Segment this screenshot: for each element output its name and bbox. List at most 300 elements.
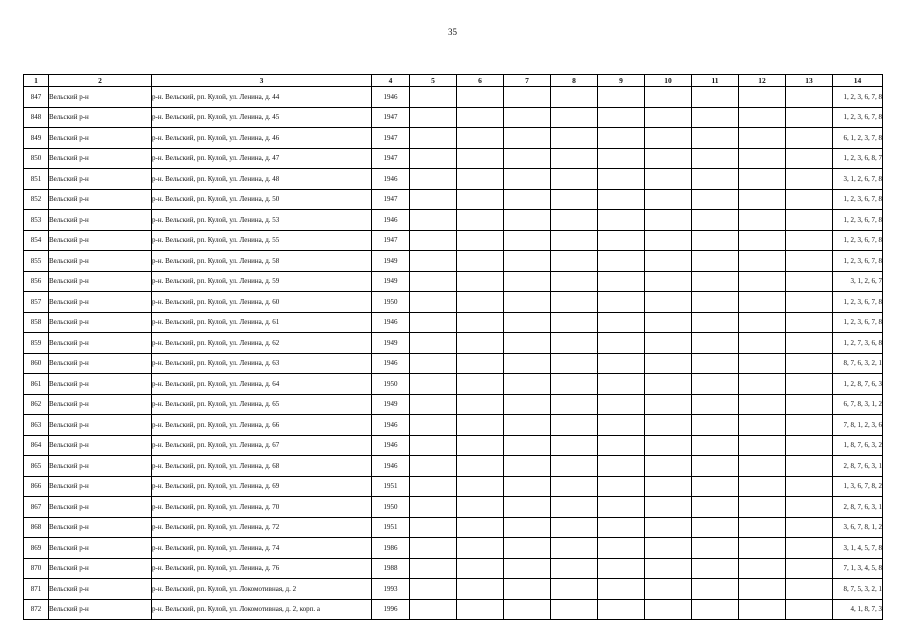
codes-cell: 1, 2, 3, 6, 7, 8 <box>833 230 883 251</box>
empty-cell <box>598 292 645 313</box>
codes-cell: 3, 6, 7, 8, 1, 2 <box>833 517 883 538</box>
empty-cell <box>457 415 504 436</box>
empty-cell <box>692 415 739 436</box>
year-cell: 1946 <box>372 415 410 436</box>
row-number-cell: 851 <box>24 169 49 190</box>
year-cell: 1947 <box>372 230 410 251</box>
empty-cell <box>410 230 457 251</box>
empty-cell <box>410 415 457 436</box>
empty-cell <box>598 312 645 333</box>
empty-cell <box>786 128 833 149</box>
empty-cell <box>645 210 692 231</box>
empty-cell <box>692 538 739 559</box>
empty-cell <box>551 394 598 415</box>
empty-cell <box>410 312 457 333</box>
district-cell: Вельский р-н <box>49 312 152 333</box>
empty-cell <box>739 353 786 374</box>
empty-cell <box>786 579 833 600</box>
row-number-cell: 857 <box>24 292 49 313</box>
row-number-cell: 866 <box>24 476 49 497</box>
table-row <box>24 353 883 374</box>
address-cell: р-н. Вельский, рп. Кулой, ул. Ленина, д. 59 <box>152 271 372 292</box>
empty-cell <box>457 251 504 272</box>
empty-cell <box>786 189 833 210</box>
year-cell: 1949 <box>372 271 410 292</box>
empty-cell <box>645 251 692 272</box>
empty-cell <box>598 456 645 477</box>
empty-cell <box>504 148 551 169</box>
district-cell: Вельский р-н <box>49 169 152 190</box>
row-number-cell: 864 <box>24 435 49 456</box>
empty-cell <box>692 312 739 333</box>
empty-cell <box>457 517 504 538</box>
empty-cell <box>551 333 598 354</box>
empty-cell <box>551 169 598 190</box>
empty-cell <box>598 497 645 518</box>
empty-cell <box>410 251 457 272</box>
empty-cell <box>645 374 692 395</box>
empty-cell <box>692 435 739 456</box>
year-cell: 1950 <box>372 374 410 395</box>
empty-cell <box>410 353 457 374</box>
year-cell: 1950 <box>372 292 410 313</box>
column-header: 6 <box>457 75 504 87</box>
empty-cell <box>410 292 457 313</box>
empty-cell <box>598 148 645 169</box>
codes-cell: 8, 7, 6, 3, 2, 1 <box>833 353 883 374</box>
year-cell: 1946 <box>372 87 410 108</box>
empty-cell <box>551 456 598 477</box>
table-row <box>24 538 883 559</box>
empty-cell <box>410 435 457 456</box>
empty-cell <box>551 189 598 210</box>
empty-cell <box>739 271 786 292</box>
empty-cell <box>692 107 739 128</box>
address-cell: р-н. Вельский, рп. Кулой, ул. Локомотивная, д. 2 <box>152 579 372 600</box>
empty-cell <box>739 558 786 579</box>
empty-cell <box>551 107 598 128</box>
empty-cell <box>457 333 504 354</box>
district-cell: Вельский р-н <box>49 87 152 108</box>
empty-cell <box>504 353 551 374</box>
empty-cell <box>410 374 457 395</box>
empty-cell <box>598 251 645 272</box>
address-cell: р-н. Вельский, рп. Кулой, ул. Ленина, д. 67 <box>152 435 372 456</box>
empty-cell <box>786 292 833 313</box>
empty-cell <box>504 333 551 354</box>
table-row <box>24 107 883 128</box>
year-cell: 1950 <box>372 497 410 518</box>
column-header: 4 <box>372 75 410 87</box>
empty-cell <box>551 210 598 231</box>
row-number-cell: 850 <box>24 148 49 169</box>
empty-cell <box>692 333 739 354</box>
empty-cell <box>551 599 598 620</box>
column-header: 1 <box>24 75 49 87</box>
empty-cell <box>739 87 786 108</box>
empty-cell <box>598 128 645 149</box>
row-number-cell: 858 <box>24 312 49 333</box>
empty-cell <box>786 394 833 415</box>
empty-cell <box>786 476 833 497</box>
empty-cell <box>504 230 551 251</box>
empty-cell <box>692 271 739 292</box>
year-cell: 1949 <box>372 394 410 415</box>
empty-cell <box>692 189 739 210</box>
table-row <box>24 292 883 313</box>
codes-cell: 1, 2, 3, 6, 7, 8 <box>833 107 883 128</box>
empty-cell <box>504 210 551 231</box>
empty-cell <box>457 538 504 559</box>
empty-cell <box>739 415 786 436</box>
empty-cell <box>457 210 504 231</box>
empty-cell <box>645 128 692 149</box>
codes-cell: 3, 1, 4, 5, 7, 8 <box>833 538 883 559</box>
empty-cell <box>504 374 551 395</box>
empty-cell <box>551 148 598 169</box>
district-cell: Вельский р-н <box>49 148 152 169</box>
district-cell: Вельский р-н <box>49 435 152 456</box>
housing-register-table <box>23 74 883 620</box>
empty-cell <box>457 599 504 620</box>
column-header: 11 <box>692 75 739 87</box>
empty-cell <box>739 230 786 251</box>
empty-cell <box>739 189 786 210</box>
table-row <box>24 87 883 108</box>
empty-cell <box>410 271 457 292</box>
empty-cell <box>457 456 504 477</box>
address-cell: р-н. Вельский, рп. Кулой, ул. Ленина, д. 62 <box>152 333 372 354</box>
address-cell: р-н. Вельский, рп. Кулой, ул. Ленина, д. 55 <box>152 230 372 251</box>
empty-cell <box>504 476 551 497</box>
row-number-cell: 849 <box>24 128 49 149</box>
row-number-cell: 867 <box>24 497 49 518</box>
empty-cell <box>739 435 786 456</box>
table-row <box>24 415 883 436</box>
table-row <box>24 189 883 210</box>
empty-cell <box>739 251 786 272</box>
empty-cell <box>457 271 504 292</box>
row-number-cell: 865 <box>24 456 49 477</box>
year-cell: 1946 <box>372 169 410 190</box>
empty-cell <box>692 394 739 415</box>
empty-cell <box>598 271 645 292</box>
empty-cell <box>598 230 645 251</box>
empty-cell <box>692 517 739 538</box>
table-row <box>24 558 883 579</box>
column-header: 5 <box>410 75 457 87</box>
empty-cell <box>504 497 551 518</box>
column-header: 9 <box>598 75 645 87</box>
empty-cell <box>692 599 739 620</box>
empty-cell <box>739 210 786 231</box>
empty-cell <box>739 107 786 128</box>
empty-cell <box>457 558 504 579</box>
codes-cell: 1, 2, 3, 6, 7, 8 <box>833 189 883 210</box>
table-row <box>24 394 883 415</box>
empty-cell <box>645 148 692 169</box>
empty-cell <box>551 230 598 251</box>
empty-cell <box>786 456 833 477</box>
address-cell: р-н. Вельский, рп. Кулой, ул. Ленина, д. 69 <box>152 476 372 497</box>
row-number-cell: 848 <box>24 107 49 128</box>
empty-cell <box>692 456 739 477</box>
table-row <box>24 148 883 169</box>
empty-cell <box>739 538 786 559</box>
empty-cell <box>692 230 739 251</box>
address-cell: р-н. Вельский, рп. Кулой, ул. Ленина, д. 66 <box>152 415 372 436</box>
district-cell: Вельский р-н <box>49 599 152 620</box>
district-cell: Вельский р-н <box>49 415 152 436</box>
empty-cell <box>410 148 457 169</box>
empty-cell <box>598 599 645 620</box>
empty-cell <box>645 394 692 415</box>
empty-cell <box>504 189 551 210</box>
empty-cell <box>504 456 551 477</box>
row-number-cell: 855 <box>24 251 49 272</box>
empty-cell <box>551 435 598 456</box>
codes-cell: 1, 2, 7, 3, 6, 8 <box>833 333 883 354</box>
row-number-cell: 861 <box>24 374 49 395</box>
codes-cell: 6, 7, 8, 3, 1, 2 <box>833 394 883 415</box>
empty-cell <box>457 435 504 456</box>
empty-cell <box>739 169 786 190</box>
empty-cell <box>410 456 457 477</box>
empty-cell <box>739 476 786 497</box>
empty-cell <box>457 394 504 415</box>
empty-cell <box>786 230 833 251</box>
empty-cell <box>645 456 692 477</box>
codes-cell: 1, 3, 6, 7, 8, 2 <box>833 476 883 497</box>
empty-cell <box>645 230 692 251</box>
empty-cell <box>645 353 692 374</box>
empty-cell <box>739 497 786 518</box>
empty-cell <box>410 169 457 190</box>
empty-cell <box>692 169 739 190</box>
column-header: 10 <box>645 75 692 87</box>
district-cell: Вельский р-н <box>49 292 152 313</box>
column-header: 8 <box>551 75 598 87</box>
codes-cell: 8, 7, 5, 3, 2, 1 <box>833 579 883 600</box>
empty-cell <box>739 394 786 415</box>
empty-cell <box>598 558 645 579</box>
codes-cell: 2, 8, 7, 6, 3, 1 <box>833 456 883 477</box>
empty-cell <box>504 558 551 579</box>
year-cell: 1988 <box>372 558 410 579</box>
empty-cell <box>786 251 833 272</box>
empty-cell <box>645 435 692 456</box>
empty-cell <box>786 538 833 559</box>
empty-cell <box>551 558 598 579</box>
empty-cell <box>692 128 739 149</box>
empty-cell <box>786 415 833 436</box>
table-row <box>24 210 883 231</box>
address-cell: р-н. Вельский, рп. Кулой, ул. Ленина, д. 70 <box>152 497 372 518</box>
empty-cell <box>410 107 457 128</box>
empty-cell <box>598 169 645 190</box>
year-cell: 1946 <box>372 456 410 477</box>
year-cell: 1949 <box>372 333 410 354</box>
year-cell: 1986 <box>372 538 410 559</box>
empty-cell <box>645 271 692 292</box>
table-row <box>24 456 883 477</box>
empty-cell <box>645 169 692 190</box>
year-cell: 1951 <box>372 476 410 497</box>
codes-cell: 1, 2, 3, 6, 8, 7 <box>833 148 883 169</box>
empty-cell <box>504 312 551 333</box>
empty-cell <box>504 251 551 272</box>
empty-cell <box>457 374 504 395</box>
empty-cell <box>786 599 833 620</box>
empty-cell <box>786 435 833 456</box>
address-cell: р-н. Вельский, рп. Кулой, ул. Ленина, д. 53 <box>152 210 372 231</box>
table-row <box>24 517 883 538</box>
empty-cell <box>504 169 551 190</box>
empty-cell <box>786 517 833 538</box>
empty-cell <box>551 476 598 497</box>
year-cell: 1996 <box>372 599 410 620</box>
year-cell: 1946 <box>372 353 410 374</box>
empty-cell <box>692 353 739 374</box>
empty-cell <box>739 579 786 600</box>
empty-cell <box>786 210 833 231</box>
empty-cell <box>410 128 457 149</box>
district-cell: Вельский р-н <box>49 497 152 518</box>
empty-cell <box>739 599 786 620</box>
year-cell: 1946 <box>372 435 410 456</box>
empty-cell <box>504 292 551 313</box>
empty-cell <box>457 169 504 190</box>
row-number-cell: 853 <box>24 210 49 231</box>
empty-cell <box>504 271 551 292</box>
address-cell: р-н. Вельский, рп. Кулой, ул. Ленина, д. 47 <box>152 148 372 169</box>
codes-cell: 3, 1, 2, 6, 7, 8 <box>833 169 883 190</box>
page-number: 35 <box>448 27 457 37</box>
table-row <box>24 579 883 600</box>
codes-cell: 7, 1, 3, 4, 5, 8 <box>833 558 883 579</box>
empty-cell <box>504 415 551 436</box>
row-number-cell: 870 <box>24 558 49 579</box>
empty-cell <box>410 476 457 497</box>
table-row <box>24 312 883 333</box>
empty-cell <box>598 189 645 210</box>
empty-cell <box>645 538 692 559</box>
year-cell: 1947 <box>372 128 410 149</box>
address-cell: р-н. Вельский, рп. Кулой, ул. Локомотивная, д. 2, корп. а <box>152 599 372 620</box>
table-row <box>24 435 883 456</box>
empty-cell <box>645 558 692 579</box>
empty-cell <box>692 497 739 518</box>
empty-cell <box>645 333 692 354</box>
column-header: 13 <box>786 75 833 87</box>
empty-cell <box>551 251 598 272</box>
codes-cell: 1, 2, 3, 6, 7, 8 <box>833 251 883 272</box>
empty-cell <box>551 415 598 436</box>
empty-cell <box>645 517 692 538</box>
district-cell: Вельский р-н <box>49 230 152 251</box>
address-cell: р-н. Вельский, рп. Кулой, ул. Ленина, д. 58 <box>152 251 372 272</box>
empty-cell <box>457 312 504 333</box>
empty-cell <box>739 517 786 538</box>
empty-cell <box>551 271 598 292</box>
empty-cell <box>457 292 504 313</box>
empty-cell <box>786 312 833 333</box>
empty-cell <box>692 87 739 108</box>
year-cell: 1946 <box>372 312 410 333</box>
column-header-row <box>24 75 883 87</box>
column-header: 7 <box>504 75 551 87</box>
year-cell: 1947 <box>372 148 410 169</box>
empty-cell <box>551 517 598 538</box>
codes-cell: 1, 8, 7, 6, 3, 2 <box>833 435 883 456</box>
empty-cell <box>692 210 739 231</box>
empty-cell <box>786 169 833 190</box>
empty-cell <box>551 353 598 374</box>
empty-cell <box>645 579 692 600</box>
empty-cell <box>551 538 598 559</box>
district-cell: Вельский р-н <box>49 128 152 149</box>
table-row <box>24 333 883 354</box>
address-cell: р-н. Вельский, рп. Кулой, ул. Ленина, д. 45 <box>152 107 372 128</box>
empty-cell <box>645 497 692 518</box>
empty-cell <box>598 476 645 497</box>
codes-cell: 6, 1, 2, 3, 7, 8 <box>833 128 883 149</box>
empty-cell <box>598 333 645 354</box>
row-number-cell: 868 <box>24 517 49 538</box>
table-row <box>24 230 883 251</box>
district-cell: Вельский р-н <box>49 251 152 272</box>
empty-cell <box>598 107 645 128</box>
table-row <box>24 599 883 620</box>
empty-cell <box>739 312 786 333</box>
empty-cell <box>410 210 457 231</box>
empty-cell <box>786 333 833 354</box>
codes-cell: 1, 2, 3, 6, 7, 8 <box>833 87 883 108</box>
empty-cell <box>504 128 551 149</box>
empty-cell <box>551 497 598 518</box>
empty-cell <box>786 353 833 374</box>
row-number-cell: 856 <box>24 271 49 292</box>
table-row <box>24 169 883 190</box>
district-cell: Вельский р-н <box>49 456 152 477</box>
district-cell: Вельский р-н <box>49 107 152 128</box>
address-cell: р-н. Вельский, рп. Кулой, ул. Ленина, д. 64 <box>152 374 372 395</box>
district-cell: Вельский р-н <box>49 271 152 292</box>
row-number-cell: 862 <box>24 394 49 415</box>
empty-cell <box>645 189 692 210</box>
empty-cell <box>645 292 692 313</box>
year-cell: 1946 <box>372 210 410 231</box>
codes-cell: 1, 2, 3, 6, 7, 8 <box>833 292 883 313</box>
empty-cell <box>410 558 457 579</box>
empty-cell <box>692 292 739 313</box>
column-header: 12 <box>739 75 786 87</box>
address-cell: р-н. Вельский, рп. Кулой, ул. Ленина, д. 68 <box>152 456 372 477</box>
address-cell: р-н. Вельский, рп. Кулой, ул. Ленина, д. 72 <box>152 517 372 538</box>
district-cell: Вельский р-н <box>49 558 152 579</box>
row-number-cell: 847 <box>24 87 49 108</box>
empty-cell <box>645 107 692 128</box>
empty-cell <box>598 415 645 436</box>
empty-cell <box>598 579 645 600</box>
empty-cell <box>410 579 457 600</box>
address-cell: р-н. Вельский, рп. Кулой, ул. Ленина, д. 63 <box>152 353 372 374</box>
row-number-cell: 872 <box>24 599 49 620</box>
empty-cell <box>504 107 551 128</box>
column-header: 3 <box>152 75 372 87</box>
empty-cell <box>457 497 504 518</box>
address-cell: р-н. Вельский, рп. Кулой, ул. Ленина, д. 48 <box>152 169 372 190</box>
